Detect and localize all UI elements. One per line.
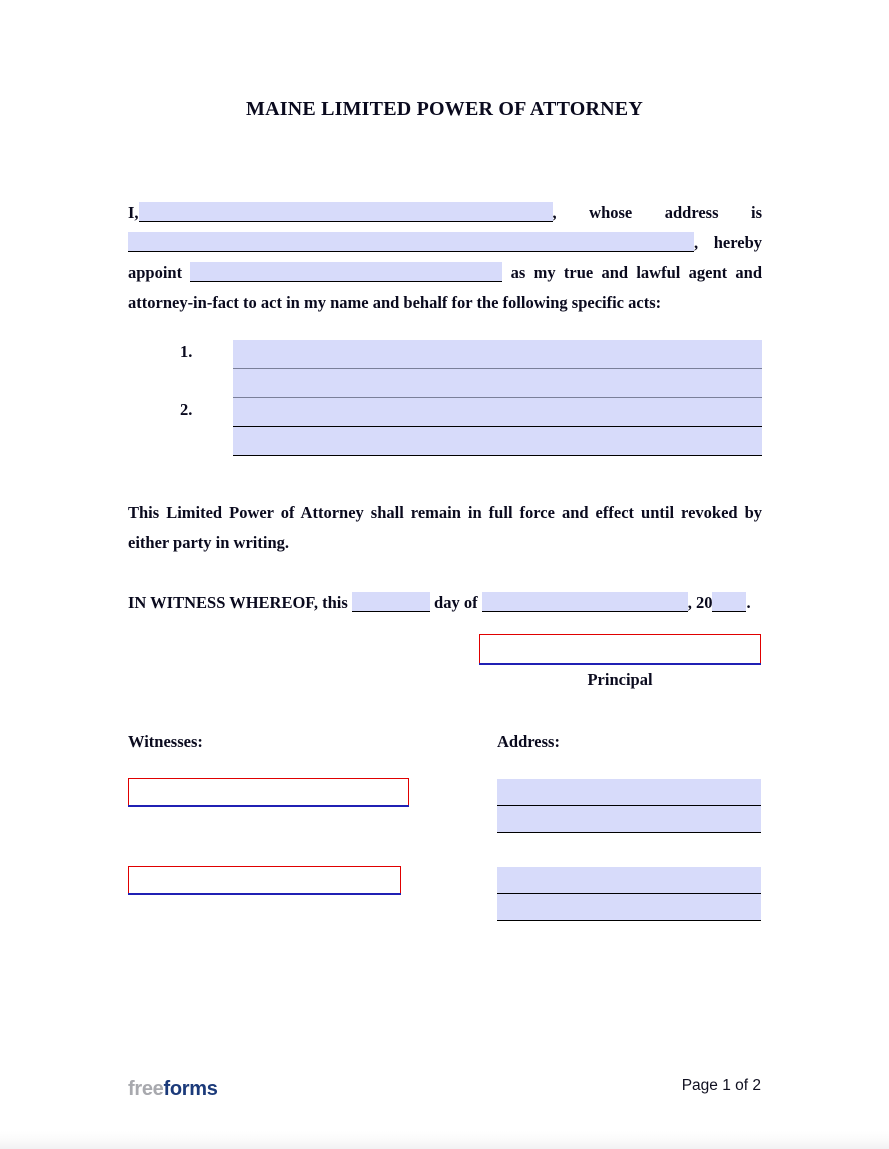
day-field[interactable] bbox=[352, 592, 430, 612]
witness-1-address-line-1-field[interactable] bbox=[497, 779, 761, 806]
year-field[interactable] bbox=[712, 592, 746, 612]
witness-clause-comma: , bbox=[687, 593, 692, 612]
witnesses-heading: Witnesses: bbox=[128, 732, 203, 751]
month-field[interactable] bbox=[482, 592, 688, 612]
witness-2-signature-field[interactable] bbox=[128, 866, 401, 894]
address-heading: Address: bbox=[497, 732, 560, 751]
act-number: 1. bbox=[180, 342, 193, 361]
witness-clause-paragraph bbox=[128, 588, 762, 618]
page-bottom-edge bbox=[0, 1131, 889, 1149]
page-number-label: Page 1 of 2 bbox=[681, 1077, 761, 1094]
witness-2-signature-rule bbox=[128, 893, 401, 895]
act-2-line-1-field[interactable] bbox=[233, 398, 762, 427]
principal-address-field[interactable] bbox=[128, 232, 694, 252]
witness-2-address-line-1-field[interactable] bbox=[497, 867, 761, 894]
act-row bbox=[128, 427, 762, 456]
intro-paragraph bbox=[128, 198, 762, 318]
intro-after-agent-text: as my true and lawful agent and attorney-in-fact to act in my name and behalf for the following specific acts: bbox=[128, 263, 762, 312]
act-number: 2. bbox=[180, 400, 193, 419]
principal-signature-rule bbox=[479, 663, 761, 665]
witness-1-signature-rule bbox=[128, 805, 409, 807]
logo-text-forms: forms bbox=[163, 1078, 218, 1100]
witness-clause-lead: IN WITNESS WHEREOF, this bbox=[128, 593, 348, 612]
witness-2-address-block bbox=[497, 867, 761, 921]
page-title: MAINE LIMITED POWER OF ATTORNEY bbox=[246, 98, 643, 120]
witness-1-address-line-2-field[interactable] bbox=[497, 806, 761, 833]
act-1-line-2-field[interactable] bbox=[233, 369, 762, 398]
logo-text-free: free bbox=[128, 1078, 164, 1100]
intro-lead-text: I, bbox=[128, 203, 139, 222]
act-2-line-2-field[interactable] bbox=[233, 427, 762, 456]
witness-1-signature-field[interactable] bbox=[128, 778, 409, 806]
witness-1-address-block bbox=[497, 779, 761, 833]
principal-name-field[interactable] bbox=[139, 202, 553, 222]
act-row bbox=[128, 398, 762, 427]
day-of-label: day of bbox=[434, 593, 478, 612]
year-prefix: 20 bbox=[695, 593, 713, 612]
act-row bbox=[128, 340, 762, 369]
intro-after-name-text: , whose address is bbox=[552, 203, 762, 222]
appoint-label: appoint bbox=[128, 263, 183, 282]
specific-acts-list bbox=[128, 340, 762, 456]
principal-signature-field[interactable] bbox=[479, 634, 761, 664]
act-row bbox=[128, 369, 762, 398]
agent-name-field[interactable] bbox=[190, 262, 502, 282]
principal-signature-label: Principal bbox=[587, 670, 653, 689]
revocation-paragraph: This Limited Power of Attorney shall remain in full force and effect until revoked by either party in writing. bbox=[128, 503, 762, 552]
freeforms-logo bbox=[128, 1078, 218, 1101]
intro-after-address-text: , hereby bbox=[694, 233, 762, 252]
witness-2-address-line-2-field[interactable] bbox=[497, 894, 761, 921]
act-1-line-1-field[interactable] bbox=[233, 340, 762, 369]
witness-clause-period: . bbox=[746, 593, 751, 612]
